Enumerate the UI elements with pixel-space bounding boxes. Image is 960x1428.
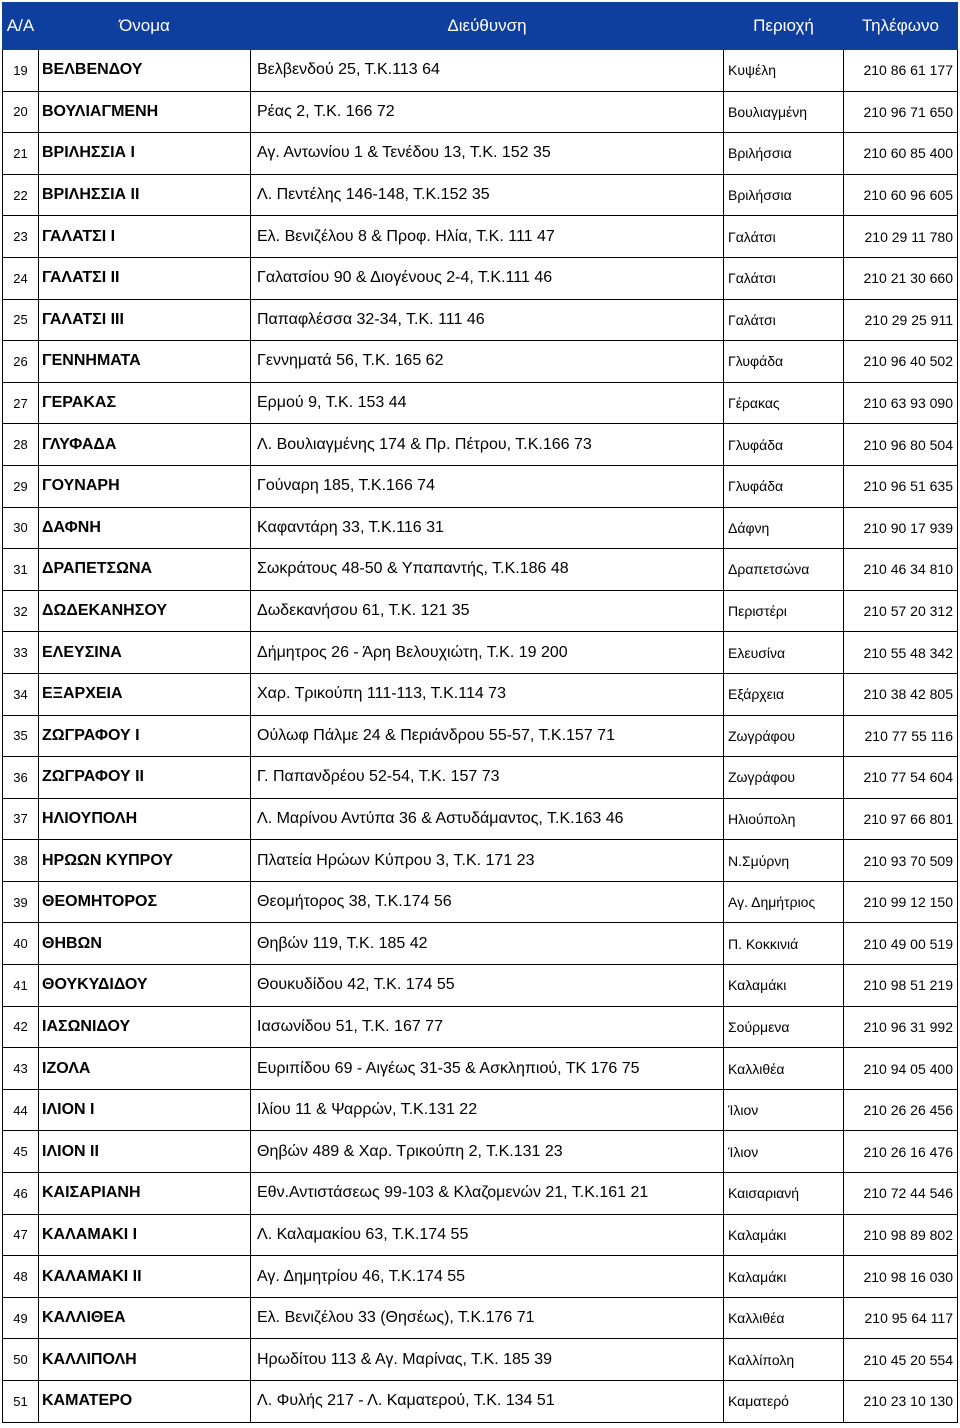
cell-phone: 210 90 17 939 [844, 507, 958, 549]
cell-phone: 210 26 16 476 [844, 1131, 958, 1173]
cell-area: Γλυφάδα [724, 424, 844, 466]
cell-address: Γαλατσίου 90 & Διογένους 2-4, Τ.Κ.111 46 [251, 257, 724, 299]
cell-phone: 210 29 25 911 [844, 299, 958, 341]
cell-num: 43 [3, 1048, 39, 1090]
cell-area: Ηλιούπολη [724, 798, 844, 840]
cell-phone: 210 38 42 805 [844, 673, 958, 715]
cell-area: Γαλάτσι [724, 299, 844, 341]
cell-address: Βελβενδού 25, Τ.Κ.113 64 [251, 50, 724, 92]
cell-name: ΔΑΦΝΗ [39, 507, 251, 549]
cell-area: Γλυφάδα [724, 341, 844, 383]
cell-phone: 210 95 64 117 [844, 1297, 958, 1339]
cell-num: 20 [3, 91, 39, 133]
header-num: Α/Α [3, 3, 39, 50]
cell-address: Λ. Μαρίνου Αντύπα 36 & Αστυδάμαντος, Τ.Κ.163 46 [251, 798, 724, 840]
cell-num: 23 [3, 216, 39, 258]
cell-area: Καλαμάκι [724, 1256, 844, 1298]
table-row [3, 673, 958, 715]
cell-address: Λ. Φυλής 217 - Λ. Καματερού, Τ.Κ. 134 51 [251, 1381, 724, 1423]
table-row [3, 757, 958, 799]
cell-address: Εθν.Αντιστάσεως 99-103 & Κλαζομενών 21, Τ.Κ.161 21 [251, 1173, 724, 1215]
cell-address: Θουκυδίδου 42, Τ.Κ. 174 55 [251, 965, 724, 1007]
cell-address: Γεννηματά 56, Τ.Κ. 165 62 [251, 341, 724, 383]
cell-num: 41 [3, 965, 39, 1007]
cell-phone: 210 72 44 546 [844, 1173, 958, 1215]
cell-address: Θηβών 119, Τ.Κ. 185 42 [251, 923, 724, 965]
cell-area: Βριλήσσια [724, 174, 844, 216]
cell-name: ΚΑΛΛΙΘΕΑ [39, 1297, 251, 1339]
cell-name: ΚΑΜΑΤΕΡΟ [39, 1381, 251, 1423]
cell-phone: 210 63 93 090 [844, 382, 958, 424]
cell-name: ΓΛΥΦΑΔΑ [39, 424, 251, 466]
cell-name: ΕΞΑΡΧΕΙΑ [39, 673, 251, 715]
cell-num: 47 [3, 1214, 39, 1256]
cell-num: 26 [3, 341, 39, 383]
cell-num: 38 [3, 840, 39, 882]
cell-phone: 210 96 40 502 [844, 341, 958, 383]
cell-name: ΓΕΝΝΗΜΑΤΑ [39, 341, 251, 383]
table-row [3, 1089, 958, 1131]
cell-num: 49 [3, 1297, 39, 1339]
table-row [3, 840, 958, 882]
header-address: Διεύθυνση [251, 3, 724, 50]
cell-area: Κυψέλη [724, 50, 844, 92]
cell-area: Ζωγράφου [724, 757, 844, 799]
cell-name: ΗΛΙΟΥΠΟΛΗ [39, 798, 251, 840]
cell-address: Θεομήτορος 38, Τ.Κ.174 56 [251, 881, 724, 923]
cell-phone: 210 21 30 660 [844, 257, 958, 299]
cell-phone: 210 23 10 130 [844, 1381, 958, 1423]
table-row [3, 923, 958, 965]
cell-num: 25 [3, 299, 39, 341]
cell-phone: 210 46 34 810 [844, 549, 958, 591]
cell-name: ΚΑΙΣΑΡΙΑΝΗ [39, 1173, 251, 1215]
header-name: Όνομα [39, 3, 251, 50]
cell-phone: 210 60 85 400 [844, 133, 958, 175]
cell-name: ΓΑΛΑΤΣΙ Ι [39, 216, 251, 258]
cell-phone: 210 94 05 400 [844, 1048, 958, 1090]
cell-num: 34 [3, 673, 39, 715]
cell-num: 42 [3, 1006, 39, 1048]
cell-area: Εξάρχεια [724, 673, 844, 715]
table-row [3, 174, 958, 216]
cell-name: ΙΛΙΟΝ Ι [39, 1089, 251, 1131]
cell-area: Καλλιθέα [724, 1297, 844, 1339]
cell-address: Καφαντάρη 33, Τ.Κ.116 31 [251, 507, 724, 549]
cell-num: 21 [3, 133, 39, 175]
table-row [3, 549, 958, 591]
cell-name: ΙΑΣΩΝΙΔΟΥ [39, 1006, 251, 1048]
cell-area: Γαλάτσι [724, 216, 844, 258]
table-row [3, 1339, 958, 1381]
cell-address: Παπαφλέσσα 32-34, Τ.Κ. 111 46 [251, 299, 724, 341]
cell-area: Καλαμάκι [724, 965, 844, 1007]
cell-num: 32 [3, 590, 39, 632]
cell-area: Γλυφάδα [724, 465, 844, 507]
table-row [3, 507, 958, 549]
cell-name: ΒΡΙΛΗΣΣΙΑ ΙΙ [39, 174, 251, 216]
cell-address: Δωδεκανήσου 61, Τ.Κ. 121 35 [251, 590, 724, 632]
table-row [3, 424, 958, 466]
cell-address: Ιλίου 11 & Ψαρρών, Τ.Κ.131 22 [251, 1089, 724, 1131]
cell-area: Ζωγράφου [724, 715, 844, 757]
table-row [3, 133, 958, 175]
cell-phone: 210 96 71 650 [844, 91, 958, 133]
cell-num: 48 [3, 1256, 39, 1298]
cell-area: Καισαριανή [724, 1173, 844, 1215]
cell-phone: 210 49 00 519 [844, 923, 958, 965]
cell-name: ΔΡΑΠΕΤΣΩΝΑ [39, 549, 251, 591]
cell-name: ΗΡΩΩΝ ΚΥΠΡΟΥ [39, 840, 251, 882]
cell-name: ΚΑΛΛΙΠΟΛΗ [39, 1339, 251, 1381]
cell-address: Αγ. Δημητρίου 46, Τ.Κ.174 55 [251, 1256, 724, 1298]
header-phone: Τηλέφωνο [844, 3, 958, 50]
cell-address: Ούλωφ Πάλμε 24 & Περιάνδρου 55-57, Τ.Κ.157 71 [251, 715, 724, 757]
table-row [3, 881, 958, 923]
cell-num: 37 [3, 798, 39, 840]
cell-area: Ίλιον [724, 1089, 844, 1131]
cell-address: Ερμού 9, Τ.Κ. 153 44 [251, 382, 724, 424]
table-row [3, 50, 958, 92]
cell-phone: 210 96 51 635 [844, 465, 958, 507]
cell-num: 36 [3, 757, 39, 799]
cell-name: ΔΩΔΕΚΑΝΗΣΟΥ [39, 590, 251, 632]
cell-address: Θηβών 489 & Χαρ. Τρικούπη 2, Τ.Κ.131 23 [251, 1131, 724, 1173]
cell-num: 19 [3, 50, 39, 92]
cell-phone: 210 77 54 604 [844, 757, 958, 799]
table-row [3, 1256, 958, 1298]
table-row [3, 91, 958, 133]
cell-area: Βουλιαγμένη [724, 91, 844, 133]
cell-phone: 210 29 11 780 [844, 216, 958, 258]
cell-address: Λ. Βουλιαγμένης 174 & Πρ. Πέτρου, Τ.Κ.166 73 [251, 424, 724, 466]
cell-name: ΒΕΛΒΕΝΔΟΥ [39, 50, 251, 92]
cell-address: Γούναρη 185, Τ.Κ.166 74 [251, 465, 724, 507]
cell-name: ΘΗΒΩΝ [39, 923, 251, 965]
cell-area: Σούρμενα [724, 1006, 844, 1048]
cell-name: ΙΖΟΛΑ [39, 1048, 251, 1090]
cell-name: ΘΟΥΚΥΔΙΔΟΥ [39, 965, 251, 1007]
cell-name: ΓΑΛΑΤΣΙ ΙΙΙ [39, 299, 251, 341]
cell-num: 27 [3, 382, 39, 424]
cell-area: Δάφνη [724, 507, 844, 549]
header-row [3, 3, 958, 50]
cell-phone: 210 98 89 802 [844, 1214, 958, 1256]
cell-name: ΓΕΡΑΚΑΣ [39, 382, 251, 424]
table-row [3, 257, 958, 299]
cell-address: Γ. Παπανδρέου 52-54, Τ.Κ. 157 73 [251, 757, 724, 799]
table-row [3, 798, 958, 840]
cell-phone: 210 97 66 801 [844, 798, 958, 840]
cell-num: 50 [3, 1339, 39, 1381]
cell-name: ΕΛΕΥΣΙΝΑ [39, 632, 251, 674]
cell-num: 46 [3, 1173, 39, 1215]
cell-area: Ίλιον [724, 1131, 844, 1173]
cell-address: Σωκράτους 48-50 & Υπαπαντής, Τ.Κ.186 48 [251, 549, 724, 591]
cell-phone: 210 77 55 116 [844, 715, 958, 757]
table-row [3, 465, 958, 507]
cell-name: ΖΩΓΡΑΦΟΥ Ι [39, 715, 251, 757]
cell-phone: 210 26 26 456 [844, 1089, 958, 1131]
table-row [3, 341, 958, 383]
cell-area: Καλλίπολη [724, 1339, 844, 1381]
cell-phone: 210 60 96 605 [844, 174, 958, 216]
cell-num: 30 [3, 507, 39, 549]
table-row [3, 382, 958, 424]
cell-area: Καματερό [724, 1381, 844, 1423]
cell-address: Λ. Πεντέλης 146-148, Τ.Κ.152 35 [251, 174, 724, 216]
cell-num: 45 [3, 1131, 39, 1173]
cell-num: 33 [3, 632, 39, 674]
cell-area: Ελευσίνα [724, 632, 844, 674]
cell-num: 39 [3, 881, 39, 923]
cell-num: 24 [3, 257, 39, 299]
table-row [3, 299, 958, 341]
cell-num: 31 [3, 549, 39, 591]
cell-address: Ευριπίδου 69 - Αιγέως 31-35 & Ασκληπιού, ΤΚ 176 75 [251, 1048, 724, 1090]
cell-num: 51 [3, 1381, 39, 1423]
cell-address: Λ. Καλαμακίου 63, Τ.Κ.174 55 [251, 1214, 724, 1256]
cell-address: Αγ. Αντωνίου 1 & Τενέδου 13, Τ.Κ. 152 35 [251, 133, 724, 175]
table-row [3, 965, 958, 1007]
cell-num: 35 [3, 715, 39, 757]
table-row [3, 1173, 958, 1215]
cell-name: ΙΛΙΟΝ ΙΙ [39, 1131, 251, 1173]
cell-phone: 210 57 20 312 [844, 590, 958, 632]
table-row [3, 1297, 958, 1339]
cell-address: Πλατεία Ηρώων Κύπρου 3, Τ.Κ. 171 23 [251, 840, 724, 882]
cell-address: Δήμητρος 26 - Άρη Βελουχιώτη, Τ.Κ. 19 200 [251, 632, 724, 674]
cell-phone: 210 55 48 342 [844, 632, 958, 674]
cell-area: Περιστέρι [724, 590, 844, 632]
cell-address: Ηρωδίτου 113 & Αγ. Μαρίνας, Τ.Κ. 185 39 [251, 1339, 724, 1381]
table-row [3, 1006, 958, 1048]
cell-area: Δραπετσώνα [724, 549, 844, 591]
cell-name: ΓΑΛΑΤΣΙ ΙΙ [39, 257, 251, 299]
cell-name: ΚΑΛΑΜΑΚΙ ΙΙ [39, 1256, 251, 1298]
cell-num: 29 [3, 465, 39, 507]
cell-num: 40 [3, 923, 39, 965]
cell-address: Ιασωνίδου 51, Τ.Κ. 167 77 [251, 1006, 724, 1048]
cell-name: ΘΕΟΜΗΤΟΡΟΣ [39, 881, 251, 923]
cell-name: ΓΟΥΝΑΡΗ [39, 465, 251, 507]
cell-address: Ελ. Βενιζέλου 33 (Θησέως), Τ.Κ.176 71 [251, 1297, 724, 1339]
cell-phone: 210 96 31 992 [844, 1006, 958, 1048]
cell-area: Καλλιθέα [724, 1048, 844, 1090]
cell-address: Ελ. Βενιζέλου 8 & Προφ. Ηλία, Τ.Κ. 111 47 [251, 216, 724, 258]
cell-address: Χαρ. Τρικούπη 111-113, Τ.Κ.114 73 [251, 673, 724, 715]
table-row [3, 216, 958, 258]
cell-name: ΖΩΓΡΑΦΟΥ ΙΙ [39, 757, 251, 799]
table-body [3, 50, 958, 1423]
cell-area: Π. Κοκκινιά [724, 923, 844, 965]
cell-num: 22 [3, 174, 39, 216]
cell-phone: 210 86 61 177 [844, 50, 958, 92]
cell-name: ΚΑΛΑΜΑΚΙ Ι [39, 1214, 251, 1256]
table-row [3, 1048, 958, 1090]
cell-num: 28 [3, 424, 39, 466]
cell-area: Βριλήσσια [724, 133, 844, 175]
cell-phone: 210 93 70 509 [844, 840, 958, 882]
cell-area: Γέρακας [724, 382, 844, 424]
table-row [3, 590, 958, 632]
table-row [3, 1214, 958, 1256]
cell-name: ΒΡΙΛΗΣΣΙΑ Ι [39, 133, 251, 175]
table-row [3, 1131, 958, 1173]
cell-name: ΒΟΥΛΙΑΓΜΕΝΗ [39, 91, 251, 133]
cell-num: 44 [3, 1089, 39, 1131]
cell-phone: 210 45 20 554 [844, 1339, 958, 1381]
cell-address: Ρέας 2, Τ.Κ. 166 72 [251, 91, 724, 133]
cell-area: Ν.Σμύρνη [724, 840, 844, 882]
cell-phone: 210 99 12 150 [844, 881, 958, 923]
cell-phone: 210 98 16 030 [844, 1256, 958, 1298]
cell-phone: 210 96 80 504 [844, 424, 958, 466]
cell-area: Γαλάτσι [724, 257, 844, 299]
branches-table [2, 2, 958, 1423]
table-row [3, 1381, 958, 1423]
cell-phone: 210 98 51 219 [844, 965, 958, 1007]
table-row [3, 715, 958, 757]
table-row [3, 632, 958, 674]
cell-area: Καλαμάκι [724, 1214, 844, 1256]
table-header [3, 3, 958, 50]
header-area: Περιοχή [724, 3, 844, 50]
cell-area: Αγ. Δημήτριος [724, 881, 844, 923]
